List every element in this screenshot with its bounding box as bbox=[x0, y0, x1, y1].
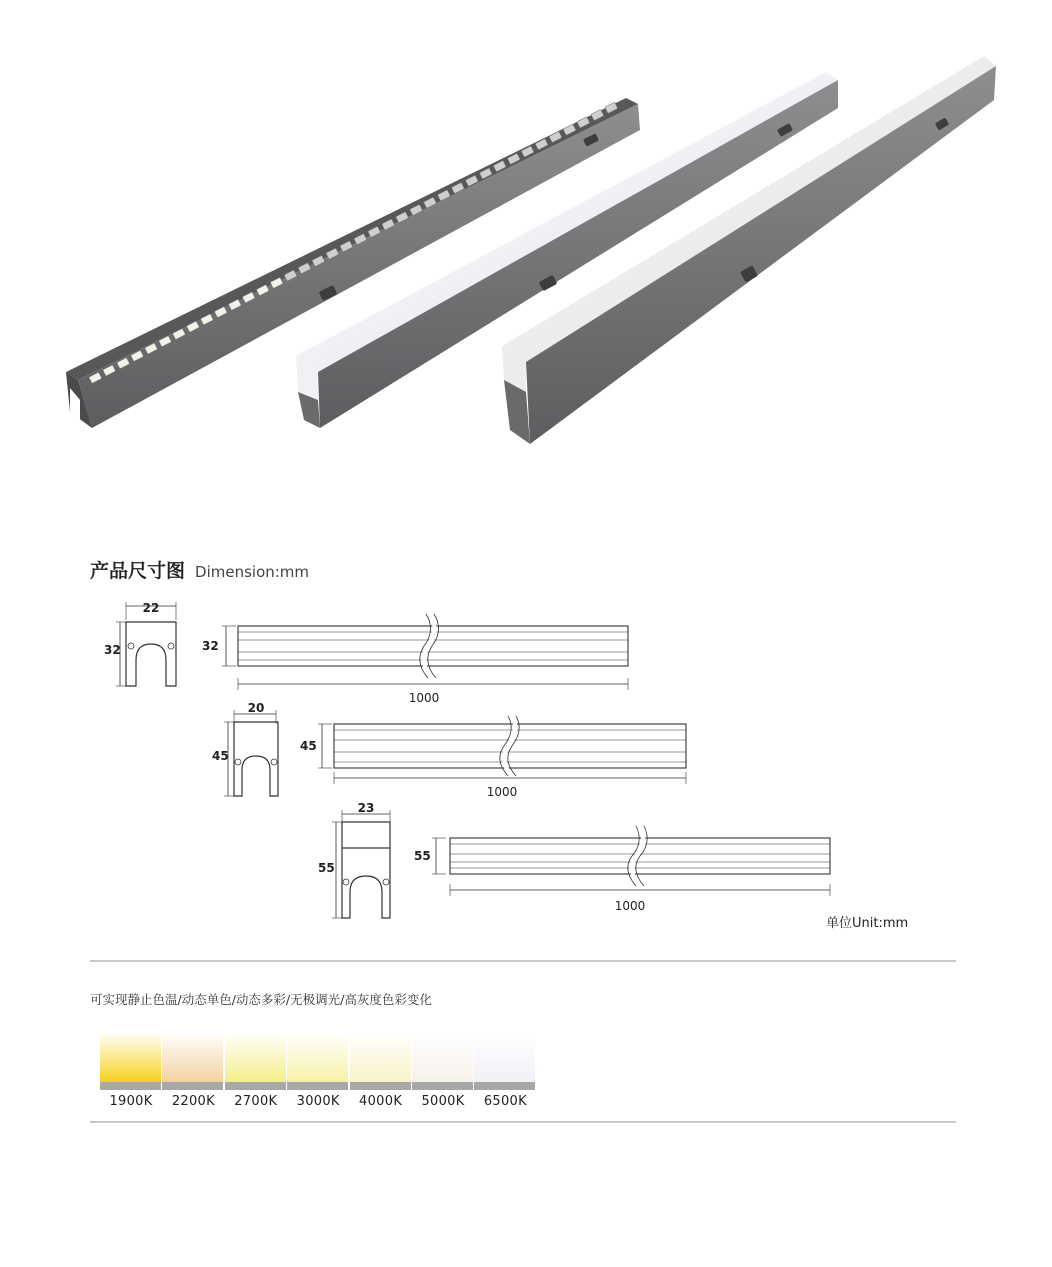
swatch-bar bbox=[162, 1082, 223, 1090]
swatch-5000k bbox=[412, 1032, 473, 1109]
divider-bottom bbox=[90, 1121, 956, 1123]
drawing-3-length-label: 1000 bbox=[614, 899, 646, 913]
drawing-1-height-label: 32 bbox=[104, 643, 121, 657]
swatch-fill bbox=[100, 1032, 161, 1082]
drawing-3-height-label: 55 bbox=[318, 861, 335, 875]
swatch-bar bbox=[350, 1082, 411, 1090]
swatch-fill bbox=[162, 1032, 223, 1082]
swatch-label: 6500K bbox=[483, 1094, 527, 1109]
swatch-fill bbox=[350, 1032, 411, 1082]
drawing-3-profile bbox=[318, 801, 390, 918]
swatch-bar bbox=[100, 1082, 161, 1090]
swatch-fill bbox=[474, 1032, 535, 1082]
unit-note: 单位Unit:mm bbox=[826, 916, 909, 931]
dimension-title: 产品尺寸图 bbox=[90, 560, 186, 582]
drawing-1-side-height-label: 32 bbox=[202, 639, 219, 653]
swatch-fill bbox=[225, 1032, 286, 1082]
swatch-bar bbox=[225, 1082, 286, 1090]
drawing-3-width-label: 23 bbox=[357, 801, 375, 815]
drawing-1-side bbox=[202, 614, 628, 705]
swatch-2700k bbox=[225, 1032, 286, 1109]
drawing-2-side bbox=[300, 716, 686, 799]
drawing-1-length-label: 1000 bbox=[408, 691, 440, 705]
drawing-2-profile bbox=[212, 701, 278, 796]
drawing-1-width-label: 22 bbox=[142, 601, 160, 615]
swatch-6500k bbox=[474, 1032, 535, 1109]
drawing-3-side bbox=[414, 826, 830, 913]
swatch-label: 3000K bbox=[296, 1094, 340, 1109]
drawing-1-profile bbox=[104, 601, 176, 686]
drawing-2-width-label: 20 bbox=[247, 701, 265, 715]
swatch-4000k bbox=[350, 1032, 411, 1109]
swatch-2200k bbox=[162, 1032, 223, 1109]
swatch-bar bbox=[474, 1082, 535, 1090]
drawing-2-height-label: 45 bbox=[212, 749, 229, 763]
swatch-fill bbox=[412, 1032, 473, 1082]
swatch-label: 2200K bbox=[171, 1094, 215, 1109]
dimension-drawings bbox=[0, 580, 1052, 960]
dimension-heading bbox=[90, 556, 309, 583]
divider-top bbox=[90, 960, 956, 962]
product-photo bbox=[0, 0, 1052, 470]
drawing-3-side-height-label: 55 bbox=[414, 849, 431, 863]
swatch-label: 2700K bbox=[234, 1094, 278, 1109]
swatch-label: 1900K bbox=[109, 1094, 153, 1109]
drawing-2-length-label: 1000 bbox=[486, 785, 518, 799]
features-text: 可实现静止色温/动态单色/动态多彩/无极调光/高灰度色彩变化 bbox=[90, 992, 432, 1007]
swatch-bar bbox=[412, 1082, 473, 1090]
swatch-label: 4000K bbox=[359, 1094, 403, 1109]
swatch-3000k bbox=[287, 1032, 348, 1109]
drawing-2-side-height-label: 45 bbox=[300, 739, 317, 753]
dimension-subtitle: Dimension:mm bbox=[195, 563, 310, 581]
swatch-1900k bbox=[100, 1032, 161, 1109]
swatch-bar bbox=[287, 1082, 348, 1090]
swatch-fill bbox=[287, 1032, 348, 1082]
swatch-label: 5000K bbox=[421, 1094, 465, 1109]
